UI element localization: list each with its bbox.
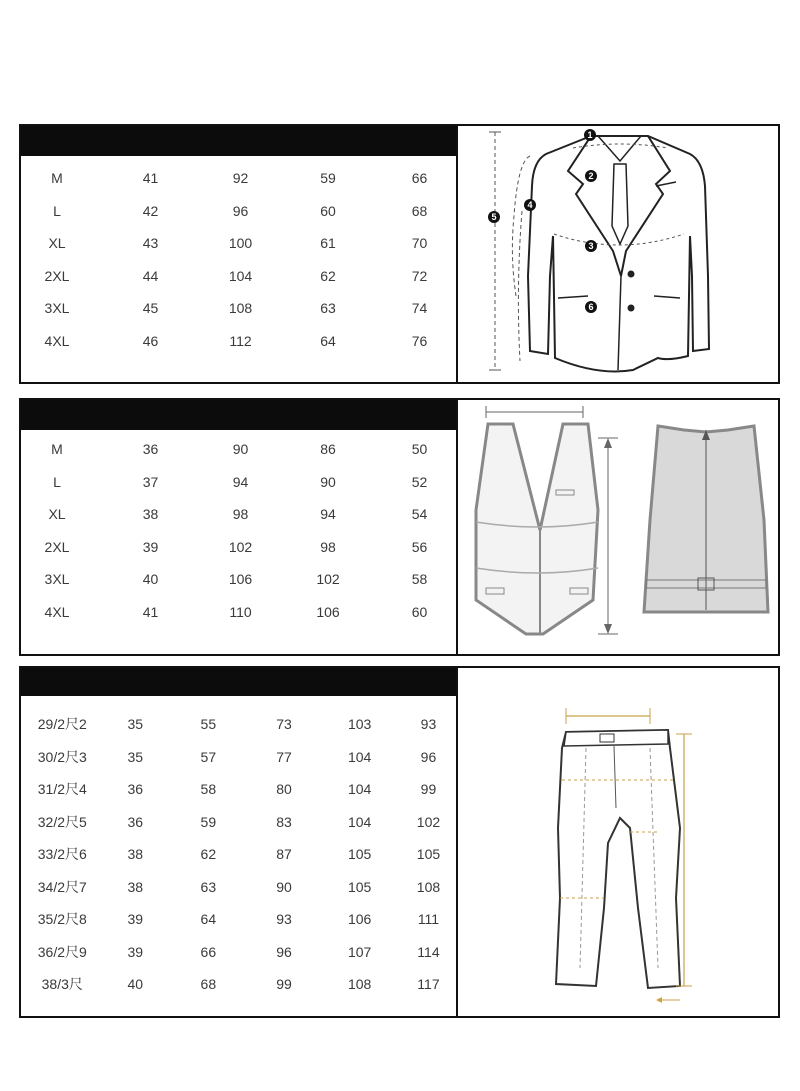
table-cell: 99 bbox=[420, 781, 437, 798]
table-row bbox=[21, 433, 456, 466]
size-cell: 34/2尺7 bbox=[37, 878, 87, 895]
table-cell: 35 bbox=[127, 716, 144, 733]
size-cell: 38/3尺 bbox=[41, 976, 83, 993]
table-row bbox=[21, 596, 456, 629]
table-cell: 39 bbox=[127, 943, 144, 960]
size-cell: 4XL bbox=[44, 603, 70, 620]
marker-label: 4 bbox=[527, 200, 533, 210]
table-cell: 93 bbox=[420, 716, 437, 733]
size-cell: L bbox=[53, 473, 61, 490]
table-cell: 102 bbox=[416, 813, 441, 830]
size-cell: 33/2尺6 bbox=[37, 846, 87, 863]
table-cell: 83 bbox=[276, 813, 292, 830]
table-cell: 104 bbox=[347, 748, 372, 765]
table-cell: 68 bbox=[200, 976, 217, 993]
vest-illustration bbox=[458, 400, 780, 654]
table-cell: 64 bbox=[320, 332, 336, 349]
table-cell: 90 bbox=[232, 441, 249, 458]
table-cell: 66 bbox=[200, 943, 217, 960]
table-cell: 50 bbox=[411, 441, 428, 458]
jacket-header-bar bbox=[21, 126, 456, 156]
table-row bbox=[21, 292, 456, 325]
table-cell: 36 bbox=[127, 781, 144, 798]
table-row bbox=[21, 968, 456, 1001]
marker-label: 2 bbox=[588, 171, 594, 181]
table-cell: 108 bbox=[228, 300, 253, 317]
size-cell: 2XL bbox=[44, 267, 70, 284]
table-cell: 55 bbox=[200, 716, 217, 733]
table-row bbox=[21, 936, 456, 969]
table-row bbox=[21, 466, 456, 499]
table-cell: 93 bbox=[276, 911, 292, 928]
vest-size-table bbox=[21, 433, 456, 628]
size-cell: 2XL bbox=[44, 538, 70, 555]
table-cell: 64 bbox=[200, 911, 217, 928]
table-cell: 58 bbox=[411, 571, 428, 588]
table-cell: 104 bbox=[228, 267, 253, 284]
table-cell: 100 bbox=[228, 235, 253, 252]
table-cell: 92 bbox=[232, 170, 249, 187]
size-cell: 3XL bbox=[44, 300, 70, 317]
table-cell: 43 bbox=[142, 235, 159, 252]
table-cell: 86 bbox=[320, 441, 336, 458]
table-cell: 105 bbox=[416, 846, 441, 863]
table-cell: 38 bbox=[142, 506, 159, 523]
table-cell: 99 bbox=[276, 976, 292, 993]
table-cell: 63 bbox=[200, 878, 217, 895]
table-cell: 57 bbox=[200, 748, 217, 765]
table-cell: 104 bbox=[347, 813, 372, 830]
size-cell: L bbox=[53, 202, 61, 219]
table-cell: 36 bbox=[142, 441, 159, 458]
table-row bbox=[21, 325, 456, 358]
table-cell: 66 bbox=[411, 170, 428, 187]
table-cell: 105 bbox=[347, 846, 372, 863]
table-row bbox=[21, 903, 456, 936]
table-cell: 102 bbox=[228, 538, 253, 555]
table-cell: 61 bbox=[320, 235, 336, 252]
size-cell: 32/2尺5 bbox=[37, 813, 87, 830]
table-cell: 40 bbox=[142, 571, 159, 588]
table-cell: 68 bbox=[411, 202, 428, 219]
table-row bbox=[21, 773, 456, 806]
table-cell: 98 bbox=[232, 506, 249, 523]
jacket-size-table bbox=[21, 162, 456, 357]
table-cell: 104 bbox=[347, 781, 372, 798]
table-cell: 35 bbox=[127, 748, 144, 765]
size-cell: XL bbox=[48, 235, 66, 252]
table-cell: 108 bbox=[416, 878, 441, 895]
table-cell: 46 bbox=[142, 332, 159, 349]
table-cell: 96 bbox=[420, 748, 437, 765]
table-cell: 94 bbox=[320, 506, 336, 523]
table-cell: 59 bbox=[320, 170, 336, 187]
table-row bbox=[21, 162, 456, 195]
marker-label: 3 bbox=[588, 241, 594, 251]
table-cell: 72 bbox=[411, 267, 428, 284]
table-cell: 106 bbox=[228, 571, 253, 588]
table-cell: 111 bbox=[417, 911, 440, 928]
table-cell: 63 bbox=[320, 300, 336, 317]
table-cell: 59 bbox=[200, 813, 217, 830]
table-cell: 40 bbox=[127, 976, 144, 993]
table-cell: 94 bbox=[232, 473, 249, 490]
table-cell: 62 bbox=[200, 846, 217, 863]
vest-header-bar bbox=[21, 400, 456, 430]
vest-size-panel bbox=[19, 398, 780, 656]
table-cell: 106 bbox=[347, 911, 372, 928]
table-cell: 41 bbox=[142, 603, 159, 620]
pants-size-table bbox=[21, 708, 456, 1001]
table-cell: 107 bbox=[347, 943, 372, 960]
table-cell: 117 bbox=[417, 976, 440, 993]
table-cell: 102 bbox=[316, 571, 340, 588]
pants-size-panel bbox=[19, 666, 780, 1018]
table-cell: 39 bbox=[127, 911, 144, 928]
table-cell: 90 bbox=[320, 473, 336, 490]
table-cell: 54 bbox=[411, 506, 428, 523]
table-cell: 38 bbox=[127, 846, 144, 863]
size-cell: 35/2尺8 bbox=[37, 911, 87, 928]
size-cell: 4XL bbox=[44, 332, 70, 349]
size-cell: 30/2尺3 bbox=[37, 748, 87, 765]
table-cell: 45 bbox=[142, 300, 159, 317]
size-cell: 29/2尺2 bbox=[37, 716, 87, 733]
table-cell: 110 bbox=[229, 603, 252, 620]
table-cell: 76 bbox=[411, 332, 428, 349]
size-cell: 31/2尺4 bbox=[37, 781, 87, 798]
table-cell: 41 bbox=[142, 170, 159, 187]
table-cell: 112 bbox=[229, 332, 252, 349]
table-row bbox=[21, 227, 456, 260]
table-cell: 103 bbox=[347, 716, 372, 733]
pants-header-bar bbox=[21, 668, 456, 696]
size-cell: 3XL bbox=[44, 571, 70, 588]
table-cell: 108 bbox=[347, 976, 372, 993]
table-cell: 39 bbox=[142, 538, 159, 555]
table-cell: 96 bbox=[232, 202, 249, 219]
table-row bbox=[21, 531, 456, 564]
table-cell: 56 bbox=[411, 538, 428, 555]
table-row bbox=[21, 871, 456, 904]
table-row bbox=[21, 195, 456, 228]
table-cell: 80 bbox=[276, 781, 292, 798]
table-row bbox=[21, 806, 456, 839]
table-cell: 90 bbox=[276, 878, 292, 895]
table-row bbox=[21, 260, 456, 293]
table-cell: 70 bbox=[411, 235, 428, 252]
table-cell: 38 bbox=[127, 878, 144, 895]
table-row bbox=[21, 498, 456, 531]
table-cell: 44 bbox=[142, 267, 159, 284]
marker-label: 1 bbox=[587, 130, 593, 140]
jacket-size-panel bbox=[19, 124, 780, 384]
table-cell: 77 bbox=[276, 748, 292, 765]
table-row bbox=[21, 708, 456, 741]
table-cell: 37 bbox=[142, 473, 159, 490]
table-cell: 106 bbox=[316, 603, 340, 620]
pants-illustration bbox=[458, 668, 780, 1016]
table-cell: 58 bbox=[200, 781, 217, 798]
table-row bbox=[21, 741, 456, 774]
table-cell: 60 bbox=[320, 202, 336, 219]
table-cell: 96 bbox=[276, 943, 292, 960]
table-cell: 105 bbox=[347, 878, 372, 895]
jacket-illustration bbox=[458, 126, 780, 382]
size-cell: XL bbox=[48, 506, 66, 523]
size-cell: M bbox=[51, 170, 63, 187]
table-cell: 42 bbox=[142, 202, 159, 219]
table-row bbox=[21, 838, 456, 871]
size-cell: M bbox=[51, 441, 63, 458]
table-cell: 62 bbox=[320, 267, 336, 284]
table-cell: 114 bbox=[417, 943, 440, 960]
size-cell: 36/2尺9 bbox=[37, 943, 87, 960]
table-cell: 87 bbox=[276, 846, 292, 863]
table-cell: 36 bbox=[127, 813, 144, 830]
table-cell: 60 bbox=[411, 603, 428, 620]
table-row bbox=[21, 563, 456, 596]
table-cell: 52 bbox=[411, 473, 428, 490]
marker-label: 5 bbox=[491, 212, 497, 222]
table-cell: 74 bbox=[411, 300, 428, 317]
table-cell: 73 bbox=[276, 716, 292, 733]
table-cell: 98 bbox=[320, 538, 336, 555]
marker-label: 6 bbox=[588, 302, 594, 312]
